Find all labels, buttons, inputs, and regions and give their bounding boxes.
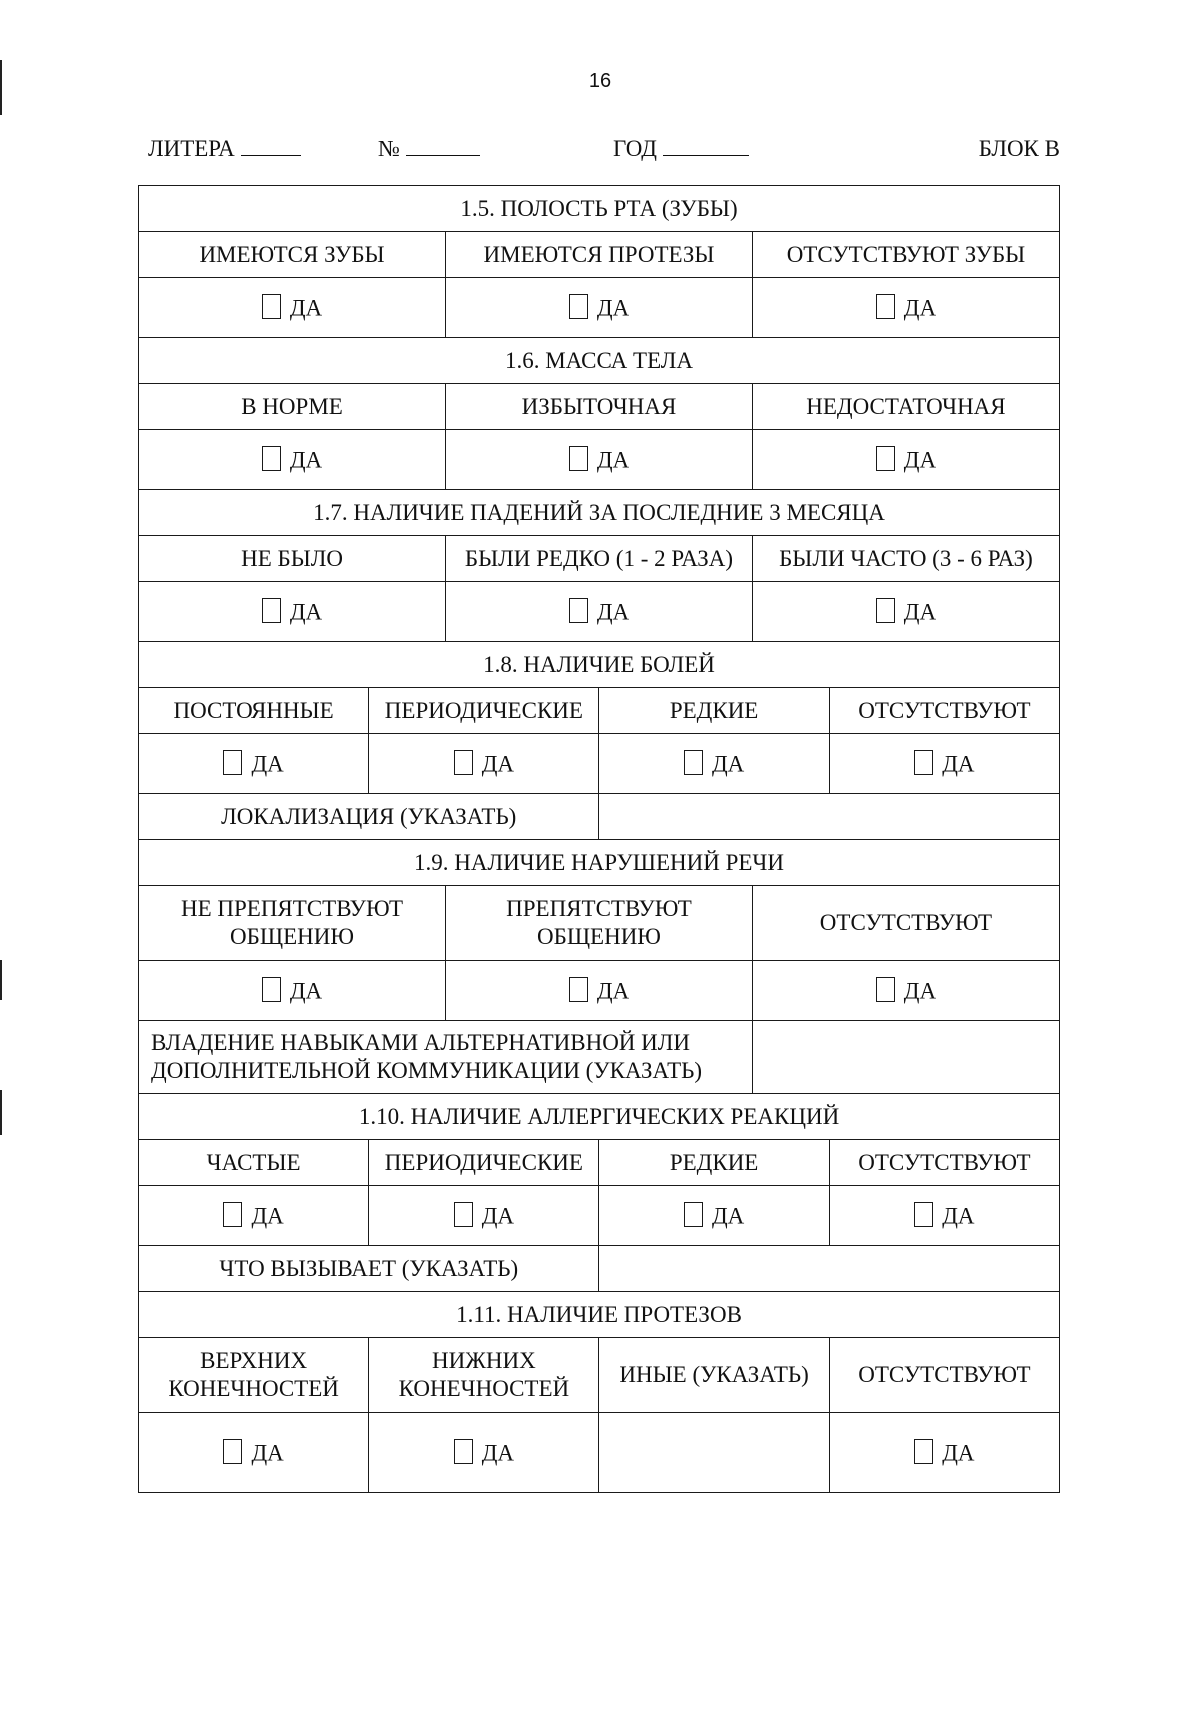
option-label: НЕ БЫЛО — [139, 536, 446, 582]
checkbox-icon[interactable] — [876, 294, 895, 319]
yes-label: ДА — [251, 1203, 284, 1229]
option-label: ПЕРИОДИЧЕСКИЕ — [369, 688, 599, 734]
yes-label: ДА — [481, 1440, 515, 1466]
yes-label: ДА — [251, 751, 284, 777]
checkbox-icon[interactable] — [454, 1202, 473, 1227]
yes-cell[interactable] — [139, 430, 446, 490]
option-label: БЫЛИ РЕДКО (1 - 2 РАЗА) — [446, 536, 753, 582]
yes-cell[interactable] — [139, 1413, 369, 1493]
checkbox-icon[interactable] — [684, 750, 703, 775]
option-label: РЕДКИЕ — [599, 1140, 829, 1186]
yes-cell[interactable] — [599, 734, 829, 794]
option-label: БЫЛИ ЧАСТО (3 - 6 РАЗ) — [752, 536, 1059, 582]
checkbox-icon[interactable] — [876, 446, 895, 471]
yes-cell[interactable] — [752, 430, 1059, 490]
yes-cell[interactable] — [369, 734, 599, 794]
yes-label: ДА — [251, 1440, 284, 1466]
checkbox-icon[interactable] — [223, 1202, 242, 1227]
yes-cell[interactable] — [139, 961, 446, 1021]
section-title-falls: 1.7. НАЛИЧИЕ ПАДЕНИЙ ЗА ПОСЛЕДНИЕ 3 МЕСЯЦА — [139, 490, 1060, 536]
checkbox-icon[interactable] — [876, 977, 895, 1002]
page-number: 16 — [588, 70, 612, 92]
allergy-cause-input[interactable] — [599, 1246, 1060, 1292]
litera-label: ЛИТЕРА — [148, 136, 235, 161]
yes-cell[interactable] — [752, 278, 1059, 338]
localization-input[interactable] — [599, 794, 1060, 840]
alt-communication-label: ВЛАДЕНИЕ НАВЫКАМИ АЛЬТЕРНАТИВНОЙ ИЛИ ДОПОЛНИТЕЛЬНОЙ КОММУНИКАЦИИ (УКАЗАТЬ) — [139, 1021, 753, 1094]
allergy-cause-label: ЧТО ВЫЗЫВАЕТ (УКАЗАТЬ) — [139, 1246, 599, 1292]
yes-cell[interactable] — [446, 961, 753, 1021]
yes-label: ДА — [903, 978, 937, 1004]
yes-label: ДА — [481, 751, 515, 777]
yes-cell[interactable] — [446, 582, 753, 642]
option-label: ИНЫЕ (УКАЗАТЬ) — [599, 1338, 829, 1413]
number-field[interactable] — [378, 136, 480, 162]
yes-label: ДА — [903, 599, 937, 625]
checkbox-icon[interactable] — [223, 750, 242, 775]
checkbox-icon[interactable] — [223, 1439, 242, 1464]
yes-cell[interactable] — [139, 1186, 369, 1246]
yes-label: ДА — [481, 1203, 515, 1229]
assessment-table — [138, 185, 1060, 1493]
checkbox-icon[interactable] — [569, 294, 588, 319]
option-label: ИЗБЫТОЧНАЯ — [446, 384, 753, 430]
yes-label: ДА — [596, 978, 630, 1004]
year-field[interactable] — [613, 136, 749, 162]
option-label: ПОСТОЯННЫЕ — [139, 688, 369, 734]
option-label: ПРЕПЯТСТВУЮТ ОБЩЕНИЮ — [446, 886, 753, 961]
checkbox-icon[interactable] — [914, 750, 933, 775]
section-title-teeth: 1.5. ПОЛОСТЬ РТА (ЗУБЫ) — [139, 186, 1060, 232]
checkbox-icon[interactable] — [569, 977, 588, 1002]
year-label: ГОД — [613, 136, 657, 161]
option-label: ОТСУТСТВУЮТ — [829, 1338, 1059, 1413]
yes-cell[interactable] — [369, 1413, 599, 1493]
option-label: ОТСУТСТВУЮТ — [829, 688, 1059, 734]
scan-edge-mark — [0, 1090, 2, 1135]
option-label: В НОРМЕ — [139, 384, 446, 430]
yes-cell[interactable] — [752, 961, 1059, 1021]
checkbox-icon[interactable] — [684, 1202, 703, 1227]
option-label: РЕДКИЕ — [599, 688, 829, 734]
yes-label: ДА — [596, 599, 630, 625]
checkbox-icon[interactable] — [262, 446, 281, 471]
block-label: БЛОК В — [978, 136, 1060, 161]
yes-cell[interactable] — [139, 734, 369, 794]
section-title-pain: 1.8. НАЛИЧИЕ БОЛЕЙ — [139, 642, 1060, 688]
option-label: ОТСУТСТВУЮТ — [829, 1140, 1059, 1186]
option-label: ИМЕЮТСЯ ЗУБЫ — [139, 232, 446, 278]
option-label: ИМЕЮТСЯ ПРОТЕЗЫ — [446, 232, 753, 278]
yes-label: ДА — [942, 1440, 975, 1466]
checkbox-icon[interactable] — [454, 750, 473, 775]
scan-edge-mark — [0, 960, 2, 1000]
number-blank[interactable] — [406, 137, 480, 156]
yes-cell[interactable] — [599, 1186, 829, 1246]
yes-label: ДА — [289, 599, 323, 625]
yes-cell[interactable] — [446, 430, 753, 490]
checkbox-icon[interactable] — [454, 1439, 473, 1464]
option-label: НЕДОСТАТОЧНАЯ — [752, 384, 1059, 430]
yes-label: ДА — [289, 978, 323, 1004]
litera-blank[interactable] — [241, 137, 301, 156]
yes-label: ДА — [942, 751, 975, 777]
checkbox-icon[interactable] — [569, 598, 588, 623]
yes-cell[interactable] — [369, 1186, 599, 1246]
section-title-prostheses: 1.11. НАЛИЧИЕ ПРОТЕЗОВ — [139, 1292, 1060, 1338]
option-label: ОТСУТСТВУЮТ — [752, 886, 1059, 961]
year-blank[interactable] — [663, 137, 749, 156]
litera-field[interactable] — [148, 136, 301, 162]
section-title-speech: 1.9. НАЛИЧИЕ НАРУШЕНИЙ РЕЧИ — [139, 840, 1060, 886]
checkbox-icon[interactable] — [569, 446, 588, 471]
option-label: НЕ ПРЕПЯТСТВУЮТ ОБЩЕНИЮ — [139, 886, 446, 961]
yes-label: ДА — [711, 1203, 745, 1229]
option-label: ВЕРХНИХ КОНЕЧНОСТЕЙ — [139, 1338, 369, 1413]
yes-label: ДА — [596, 447, 630, 473]
section-title-weight: 1.6. МАССА ТЕЛА — [139, 338, 1060, 384]
option-label: ПЕРИОДИЧЕСКИЕ — [369, 1140, 599, 1186]
yes-cell[interactable] — [829, 1186, 1059, 1246]
checkbox-icon[interactable] — [914, 1202, 933, 1227]
checkbox-icon[interactable] — [262, 294, 281, 319]
checkbox-icon[interactable] — [262, 977, 281, 1002]
other-prosthesis-input[interactable] — [599, 1413, 829, 1493]
yes-label: ДА — [711, 751, 745, 777]
yes-cell[interactable] — [446, 278, 753, 338]
alt-communication-input[interactable] — [752, 1021, 1059, 1094]
checkbox-icon[interactable] — [914, 1439, 933, 1464]
yes-label: ДА — [596, 295, 630, 321]
option-label: ЧАСТЫЕ — [139, 1140, 369, 1186]
yes-label: ДА — [289, 447, 323, 473]
localization-label: ЛОКАЛИЗАЦИЯ (УКАЗАТЬ) — [139, 794, 599, 840]
yes-label: ДА — [903, 447, 937, 473]
yes-cell[interactable] — [829, 1413, 1059, 1493]
checkbox-icon[interactable] — [262, 598, 281, 623]
option-label: НИЖНИХ КОНЕЧНОСТЕЙ — [369, 1338, 599, 1413]
yes-cell[interactable] — [139, 278, 446, 338]
yes-cell[interactable] — [829, 734, 1059, 794]
number-label: № — [378, 136, 400, 161]
yes-label: ДА — [289, 295, 323, 321]
option-label: ОТСУТСТВУЮТ ЗУБЫ — [752, 232, 1059, 278]
yes-cell[interactable] — [139, 582, 446, 642]
section-title-allergy: 1.10. НАЛИЧИЕ АЛЛЕРГИЧЕСКИХ РЕАКЦИЙ — [139, 1094, 1060, 1140]
yes-cell[interactable] — [752, 582, 1059, 642]
yes-label: ДА — [942, 1203, 975, 1229]
yes-label: ДА — [903, 295, 937, 321]
checkbox-icon[interactable] — [876, 598, 895, 623]
form-header — [148, 136, 1060, 170]
